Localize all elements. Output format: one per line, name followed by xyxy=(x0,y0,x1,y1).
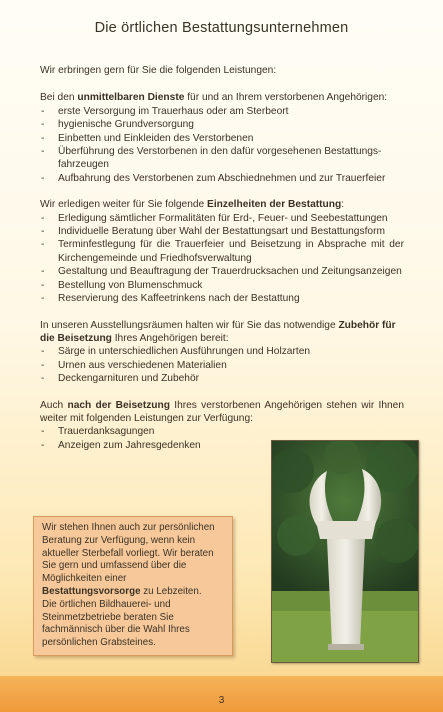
advice-box xyxy=(33,516,233,656)
advice-text: Wir stehen Ihnen auch zur persönlichen Beratung zur Verfügung, wenn kein aktueller Sterbefall vorliegt. Wir beraten Sie gern und umfassend über die Möglichkeiten einer Bestattungsvorsorge zu Lebzeiten. xyxy=(42,522,215,597)
list-item: - hygienische Grundversorgung xyxy=(40,118,404,131)
list-item: - erste Versorgung im Trauerhaus oder am Sterbeort xyxy=(40,105,404,118)
list-item: - Individuelle Beratung über Wahl der Bestattungsart und Bestattungsform xyxy=(40,225,404,238)
list-item: - Einbetten und Einkleiden des Verstorbenen xyxy=(40,132,404,145)
list-item: - Särge in unterschiedlichen Ausführungen und Holzarten xyxy=(40,345,404,358)
intro-text: Wir erbringen gern für Sie die folgenden Leistungen: xyxy=(40,65,277,76)
section2-list xyxy=(40,212,404,306)
section3-list xyxy=(40,345,404,385)
section1-list xyxy=(40,105,404,185)
main-content xyxy=(40,64,404,452)
list-item: - Trauerdanksagungen xyxy=(40,425,404,438)
section3-heading: In unseren Ausstellungsräumen halten wir für Sie das notwendige Zubehör für die Beisetzung Ihres Angehörigen bereit: xyxy=(40,319,396,344)
stonemason-text: Die örtlichen Bildhauerei- und Steinmetzbetriebe beraten Sie fachmännisch über die Wahl Ihres persönlichen Grabsteines. xyxy=(42,598,190,649)
sculpture-photo xyxy=(271,440,419,663)
list-item: - Überführung des Verstorbenen in den dafür vorgesehenen Bestattungs-fahrzeugen xyxy=(40,145,404,172)
footer-band xyxy=(0,676,443,712)
sculpture-image xyxy=(272,441,418,662)
list-item: - Anzeigen zum Jahresgedenken xyxy=(40,439,404,452)
list-item: - Reservierung des Kaffeetrinkens nach der Bestattung xyxy=(40,292,404,305)
list-item: - Aufbahrung des Verstorbenen zum Abschiednehmen und zur Trauerfeier xyxy=(40,172,404,185)
section2-heading: Wir erledigen weiter für Sie folgende Einzelheiten der Bestattung: xyxy=(40,199,345,211)
section1-heading: Bei den unmittelbaren Dienste für und an Ihrem verstorbenen Angehörigen: xyxy=(40,92,388,104)
list-item: - Terminfestlegung für die Trauerfeier und Beisetzung in Absprache mit der Kirchengemeinde und Friedhofsverwaltung xyxy=(40,238,404,265)
page-title: Die örtlichen Bestattungsunternehmen xyxy=(94,20,349,36)
list-item: - Deckengarnituren und Zubehör xyxy=(40,372,404,385)
list-item: - Bestellung von Blumenschmuck xyxy=(40,279,404,292)
section4-heading: Auch nach der Beisetzung Ihres verstorbenen Angehörigen stehen wir Ihnen weiter mit folgenden Leistungen zur Verfügung: xyxy=(40,399,404,424)
list-item: - Gestaltung und Beauftragung der Trauerdrucksachen und Zeitungsanzeigen xyxy=(40,265,404,278)
list-item: - Urnen aus verschiedenen Materialien xyxy=(40,359,404,372)
page-number: 3 xyxy=(218,695,225,706)
list-item: - Erledigung sämtlicher Formalitäten für Erd-, Feuer- und Seebestattungen xyxy=(40,212,404,225)
